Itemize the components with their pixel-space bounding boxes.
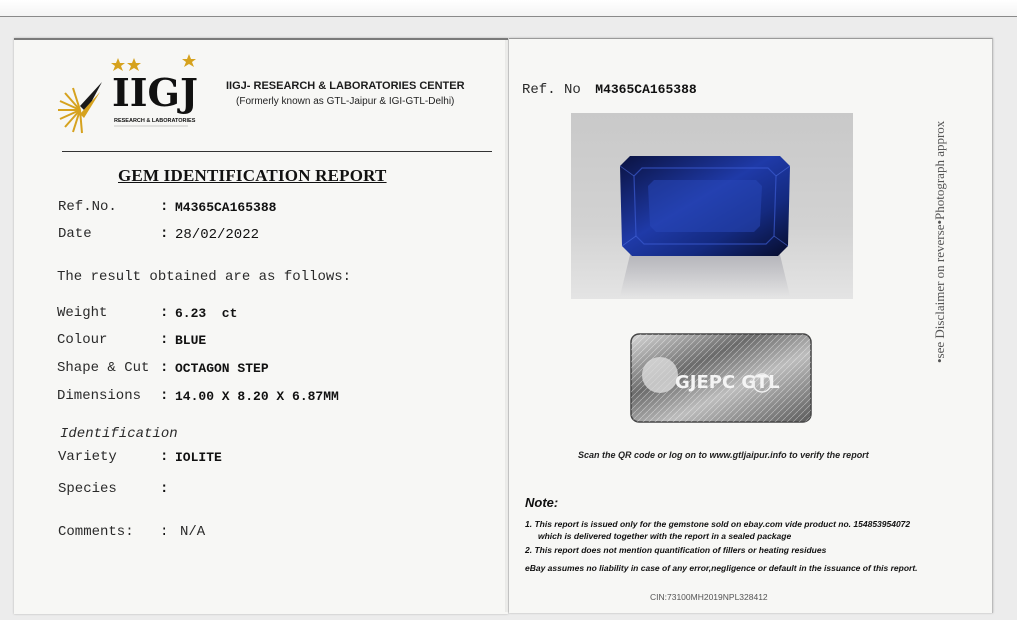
date-value: 28/02/2022 (175, 227, 260, 243)
right-ref (522, 80, 697, 98)
dimensions-value: 14.00 X 8.20 X 6.87MM (175, 389, 339, 404)
right-ref-label: Ref. No (522, 82, 581, 98)
cin-number: CIN:73100MH2019NPL328412 (650, 592, 768, 602)
hologram-seal (630, 333, 812, 423)
note-line-4: eBay assumes no liability in case of any error,negligence or default in the issuance of this report. (525, 563, 918, 573)
note-heading: Note: (525, 495, 559, 510)
verify-instruction: Scan the QR code or log on to www.gtljaipur.info to verify the report (578, 450, 869, 460)
dimensions-colon: : (160, 388, 169, 404)
ref-label: Ref.No. (58, 199, 117, 215)
comments-colon: : (160, 524, 169, 540)
colour-label: Colour (57, 332, 108, 348)
note-line-3: 2. This report does not mention quantification of fillers or heating residues (525, 545, 827, 555)
scanner-edge (0, 0, 1017, 17)
variety-value: IOLITE (175, 450, 222, 465)
colour-colon: : (160, 332, 169, 348)
comments-value: N/A (180, 524, 206, 540)
shape-cut-value: OCTAGON STEP (175, 361, 269, 376)
lab-name: IIGJ- RESEARCH & LABORATORIES CENTER (226, 80, 465, 92)
note-line-1: 1. This report is issued only for the gemstone sold on ebay.com vide product no. 154853954072 (525, 519, 911, 529)
variety-label: Variety (58, 449, 117, 465)
hologram-text: GJEPC GTL (675, 372, 780, 393)
variety-colon: : (160, 449, 169, 465)
gemstone-icon (620, 156, 790, 256)
date-colon: : (160, 226, 169, 242)
ref-value: M4365CA165388 (175, 200, 277, 215)
report-title: GEM IDENTIFICATION REPORT (118, 166, 387, 185)
lab-former-name: (Formerly known as GTL-Jaipur & IGI-GTL-Delhi) (236, 96, 455, 107)
comments-label: Comments: (58, 524, 134, 540)
species-colon: : (160, 481, 169, 497)
logo-subtitle: RESEARCH & LABORATORIES (114, 118, 196, 124)
identification-heading: Identification (60, 426, 178, 442)
weight-value: 6.23 ct (175, 306, 238, 321)
iigj-logo (48, 50, 210, 146)
shape-cut-colon: : (160, 360, 169, 376)
header-rule (62, 151, 492, 152)
logo-wordmark: IIGJ (112, 70, 198, 115)
gem-reflection (620, 254, 790, 296)
date-label: Date (58, 226, 92, 242)
results-intro: The result obtained are as follows: (57, 269, 352, 285)
iigj-logo-graphic (48, 50, 210, 146)
photo-disclaimer: •see Disclaimer on reverse•Photograph approx (932, 120, 947, 363)
note-line-2: which is delivered together with the report in a sealed package (538, 531, 792, 541)
dimensions-label: Dimensions (57, 388, 142, 404)
ref-colon: : (160, 199, 169, 215)
weight-colon: : (160, 305, 169, 321)
species-label: Species (58, 481, 117, 497)
right-ref-value: M4365CA165388 (595, 82, 697, 97)
colour-value: BLUE (175, 333, 207, 348)
weight-label: Weight (57, 305, 108, 321)
shape-cut-label: Shape & Cut (57, 360, 150, 376)
